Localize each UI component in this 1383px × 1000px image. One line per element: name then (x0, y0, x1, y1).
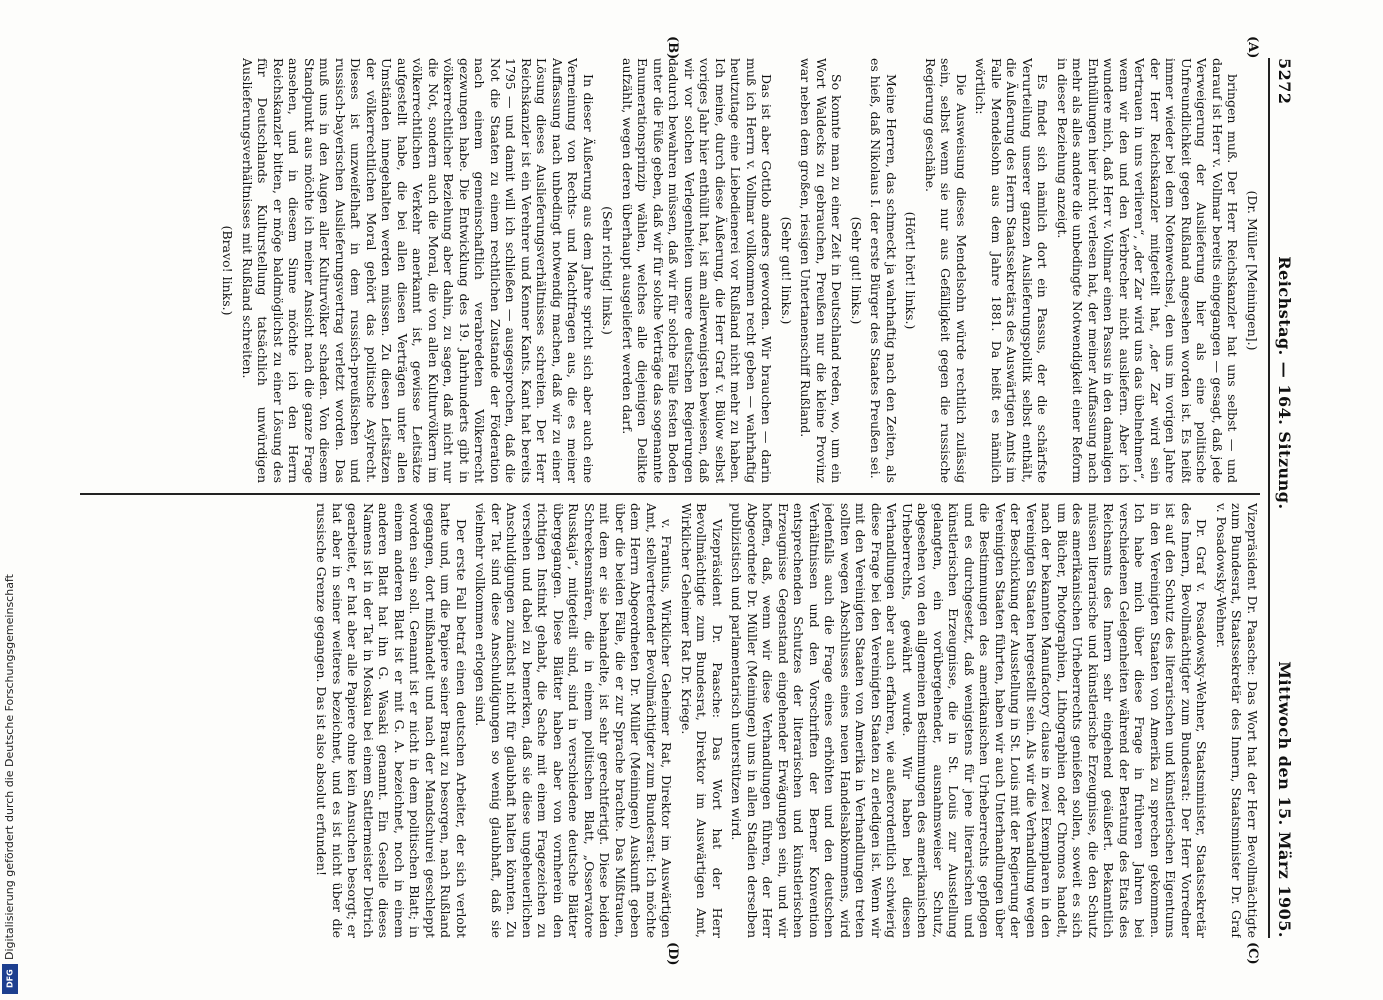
marginal-b: (B) (665, 36, 680, 60)
paragraph: (Sehr gut! links.) (849, 216, 864, 325)
paragraph: v. Frantius, Wirklicher Geheimer Rat, Direktor im Auswärtigen Amt, stellvertretender Bevollmächtigter zum Bundesrat: Ich möchte dem Herrn Abgeordneten Dr. Müller (Meiningen) Auskunft geben über die beiden Fälle, die er zur Sprache brachte. Das Mißtrauen, mit dem er sie behandelte, ist sehr gerechtfertigt. Diese beiden Schreckensmären, die in einem politischen Blatt, „Osservatore Russkaja“, mitgeteilt sind, sind in verschiedene deutsche Blätter übergegangen. Diese Blätter haben aber von vornherein den richtigen Instinkt gehabt, die Sache mit einem Fragezeichen zu versehen und dabei zu bemerken, daß sie diese ungeheuerlichen Anschuldigungen zunächst nicht für glaubhaft halten könnten. Zu der Tat sind diese Anschuldigungen so wenig glaubhaft, daß sie vielmehr vollkommen erlogen sind. (473, 503, 675, 938)
marginal-c: (C) (1245, 942, 1260, 965)
paragraph: Vizepräsident Dr. Paasche: Das Wort hat der Herr Bevollmächtigte zum Bundesrat, Direktor im Auswärtigen Amt, Wirklicher Geheimer Rat Dr. Kriege. (679, 503, 725, 938)
session-title: Reichstag. — 164. Sitzung. (1275, 256, 1295, 510)
marginal-a: (A) (1245, 36, 1260, 59)
digitization-note-text: Digitalisierung gefördert durch die Deutsche Forschungsgemeinschaft (3, 574, 16, 960)
paragraph: Vizepräsident Dr. Paasche: Das Wort hat der Herr Bevollmächtigte zum Bundesrat, Staatssekretär des Innern, Staatsminister Dr. Graf v. Posadowsky-Wehner. (1214, 503, 1260, 938)
paragraph: bringen muß. Der Herr Reichskanzler hat uns selbst — und darauf ist Herr v. Vollmar bereits eingegangen — gesagt, daß jede Verweigerung der Auslieferung hier als eine politische Unfreundlichkeit gegen Rußland angesehen worden ist. Es heißt immer wieder bei dem Notenwechsel, den uns im vorigen Jahre der Herr Reichskanzler mitgeteilt hat, „der Zar wird sein Vertrauen in uns verlieren“, „der Zar wird uns das übelnehmen“, wenn wir den und den Verbrecher nicht ausliefern. Aber ich wundere mich, daß Herr v. Vollmar einen Passus in den damaligen Enthüllungen hier nicht verlesen hat, der meiner Auffassung nach mehr als alles andere die unbedingte Notwendigkeit einer Reform in dieser Beziehung anzeigt. (1055, 58, 1241, 483)
right-column (80, 503, 1260, 938)
left-column (80, 58, 1260, 483)
paragraph: So konnte man zu einer Zeit in Deutschland reden, wo, um ein Wort Waldecks zu gebrauchen, Preußen nur die kleine Provinz war neben dem großen, riesigen Untertanenschiff Rußland. (798, 58, 845, 483)
paragraph: Dr. Graf v. Posadowsky-Wehner, Staatsminister, Staatssekretär des Innern, Bevollmächtigter zum Bundesrat: Der Herr Vorredner ist auf den Schutz des literarischen und künstlerischen Eigentums in den Vereinigten Staaten von Amerika zu sprechen gekommen. Ich habe mich über diese Frage in früheren Jahren bei verschiedenen Gelegenheiten während der Beratung des Etats des Reichsamts des Innern sehr eingehend geäußert. Bekanntlich müssen literarische und künstlerische Erzeugnisse, die den Schutz des amerikanischen Urheberrechts genießen sollen, soweit es sich um Bücher, Photographien, Lithographien oder Chromos handelt, nach der bekannten Manufactory clause in zwei Exemplaren in den Vereinigten Staaten hergestellt sein. Als wir die Verhandlung wegen der Beschickung der Ausstellung in St. Louis mit der Regierung der Vereinigten Staaten führten, haben wir auch Unterhandlungen über die Bestimmungen des amerikanischen Urheberrechts gepflogen und es durchgesetzt, daß wenigstens für jene literarischen und künstlerischen Erzeugnisse, die in St. Louis zur Ausstellung gelangten, ein vorübergehender, ausnahmsweiser Schutz, abgesehen von den allgemeinen Bestimmungen des amerikanischen Urheberrechts, gewährt wurde. Wir haben bei diesen Verhandlungen aber auch erfahren, wie außerordentlich schwierig diese Frage bei den Vereinigten Staaten zu erledigen ist. Wenn wir mit den Vereinigten Staaten von Amerika in Verhandlungen treten sollten wegen Abschlusses eines neuen Handelsabkommens, wird jedenfalls auch die Frage eines erhöhten und den deutschen Verhältnissen und den Vorschriften der Berner Konvention entsprechenden Schutzes der literarischen und künstlerischen Erzeugnisse Gegenstand eingehender Erwägungen sein, und wir hoffen, daß, wenn wir diese Verhandlungen führen, der Herr Abgeordnete Dr. Müller (Meiningen) uns in allen Stadien derselben publizistisch und parlamentarisch unterstützen wird. (729, 503, 1210, 938)
paragraph: In dieser Äußerung aus dem Jahre spricht sich aber auch eine Verneinung von Rechts- und Machtfragen aus, die es meiner Auffassung nach unbedingt notwendig machen, daß wir zu einer Lösung dieses Auslieferungsverhältnisses schreiten. Der Herr Reichskanzler ist ein Verehrer und Kenner Kants. Kant hat bereits 1795 — und damit will ich schließen — ausgesprochen, daß die Not die Staaten zu einem rechtlichen Zustande der Föderation nach einem gemeinschaftlich verabredeten Völkerrecht gezwungen habe. Die Entwicklung des 19. Jahrhunderts gibt in völkerrechtlicher Beziehung aber dahin, zu sagen, daß nicht nur die Not, sondern auch die Moral, die von allen Kulturvölkern im völkerrechtlichen Verkehr anerkannt ist, gewisse Leitsätze aufgestellt habe, die bei allen diesen Verträgen unter allen Umständen innegehalten werden müssen. Zu diesen Leitsätzen der völkerrechtlichen Moral gehört das politische Asylrecht. Dieses ist unzweifelhaft in dem russisch-preußischen und russisch-bayerischen Auslieferungsvertrag verletzt worden. Das muß uns in den Augen aller Kulturvölker schaden. Von diesem Standpunkt aus möchte ich meiner Ansicht nach die ganze Frage ansehen, und in diesem Sinne möchte ich den Herrn Reichskanzler bitten, er möge baldmöglichst zu einer Lösung des für Deutschlands Kulturstellung tatsächlich unwürdigen Auslieferungsverhältnisses mit Rußland schreiten. (240, 58, 596, 483)
paragraph: Meine Herren, das schmeckt ja wahrhaftig nach den Zeiten, als es hieß, daß Nikolaus I. der erste Bürger des Staates Preußen sei. (868, 58, 899, 483)
paragraph: (Dr. Müller [Meiningen].) (1245, 190, 1260, 351)
marginal-d: (D) (665, 942, 680, 966)
page-number: 5272 (1275, 58, 1295, 105)
paragraph: (Bravo! links.) (220, 225, 236, 316)
paragraph: Die Ausweisung dieses Mendelsohn würde rechtlich zulässig sein, selbst wenn sie nur aus Gefälligkeit gegen die russische Regierung geschähe. (923, 58, 969, 483)
paragraph: (Sehr richtig! links.) (600, 206, 616, 335)
paragraph: Es findet sich nämlich dort ein Passus, der die schärfste Verurteilung unserer ganzen Auslieferungspolitik selbst enthält, die Äußerung des Herrn Staatssekretärs des Auswärtigen Amts im Falle Mendelsohn aus dem Jahre 1881. Da heißt es nämlich wörtlich: (973, 58, 1051, 483)
paragraph: (Sehr gut! links.) (779, 216, 794, 325)
paragraph: (Hört! hört! links.) (903, 211, 919, 330)
paragraph: Der erste Fall betraf einen deutschen Arbeiter, der sich verlobt hatte und, um die Papiere seiner Braut zu besorgen, nach Rußland gegangen, dort mißhandelt und nach der Mandschurei geschleppt worden sein soll. Genannt ist er nicht in dem politischen Blatt; in einem anderen Blatt ist er mit G. A. bezeichnet, noch in einem anderen Blatt hat ihn G. Wasaki genannt. Ein Geselle dieses Namens ist in der Tat in Moskau bei einem Sattlermeister Dietrich gearbeitet, er hat aber alle Papiere ohne kein Ansuchen besorgt; er hat aber in seiner weiteres bezeichnet, und es ist nicht über die russische Grenze gegangen. Das ist also absolut erfunden! (314, 503, 469, 938)
session-date: Mittwoch den 15. März 1905. (1275, 661, 1295, 938)
column-divider (80, 493, 1260, 495)
header-rule (1268, 58, 1270, 938)
rotated-page-content (70, 36, 1300, 966)
dfg-logo-icon: DFG (2, 964, 18, 994)
page-header (1270, 58, 1300, 938)
digitization-note (2, 0, 18, 1000)
paragraph: Das ist aber Gottlob anders geworden. Wir brauchen — darin muß ich Herrn v. Vollmar vollkommen recht geben — wahrhaftig heutzutage eine Liebedienerei vor Rußland nicht mehr zu haben. Ich meine, durch diese Äußerung, die Herr Graf v. Bülow selbst voriges Jahr hier enthüllt hat, ist am allerwenigsten bewiesen, daß wir vor solchen Verlegenheiten unsere deutschen Regierungen dadurch bewahren müssen, daß wir für solche Fälle festen Boden unter die Füße geben, daß wir für solche Verträge das sogenannte Enumerationsprinzip wählen, welches alle diejenigen Delikte aufzählt, wegen deren überhaupt ausgeliefert werden darf. (620, 58, 775, 483)
